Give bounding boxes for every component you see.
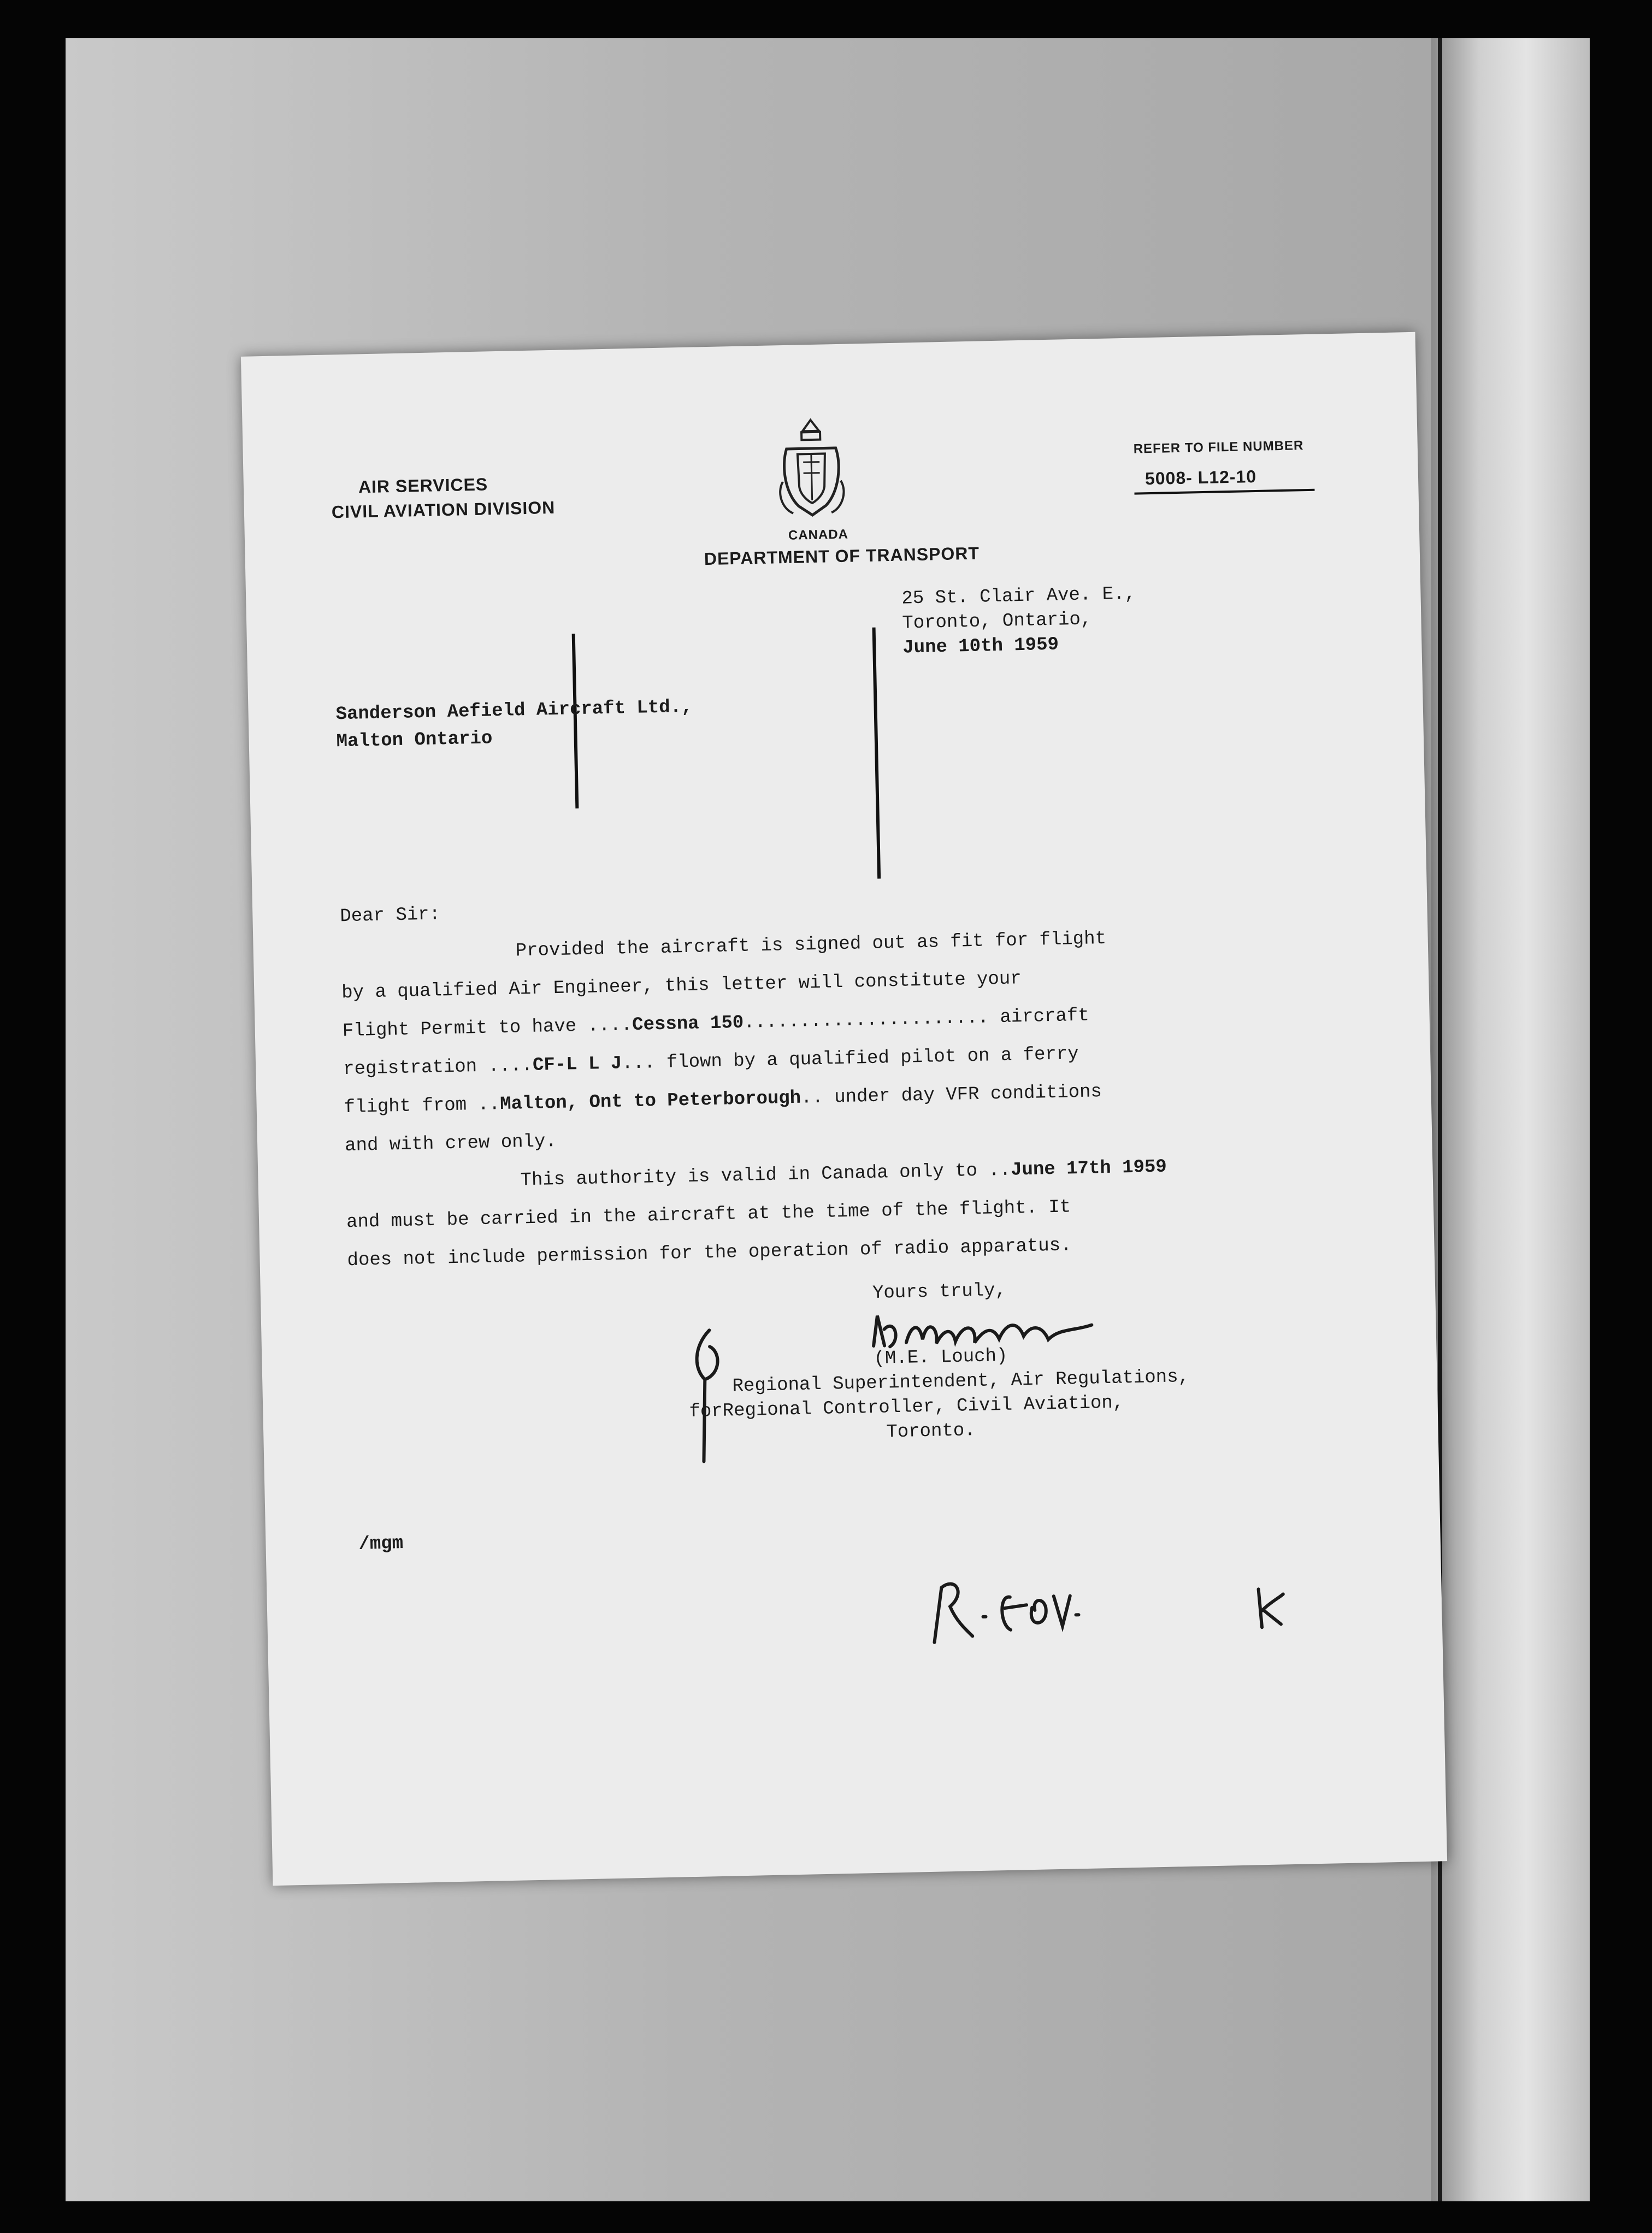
ferry-route: Malton, Ont to Peterborough — [499, 1088, 801, 1115]
file-number: 5008- L12-10 — [1144, 466, 1257, 489]
department-name: DEPARTMENT OF TRANSPORT — [704, 543, 980, 569]
body-line-2: by a qualified Air Engineer, this letter will constitute your — [341, 968, 1022, 1004]
body-line-5-suffix: under day VFR conditions — [834, 1082, 1102, 1108]
fill-dots: .. — [477, 1094, 500, 1116]
fill-dots: ... — [621, 1053, 656, 1074]
body-line-1: Provided the aircraft is signed out as fit for flight — [515, 928, 1107, 962]
branch-line-2: CIVIL AVIATION DIVISION — [331, 497, 556, 522]
body-line-7 — [520, 1157, 1167, 1191]
typist-initials: /mgm — [358, 1533, 404, 1555]
sender-address-line-2: Toronto, Ontario, — [902, 609, 1092, 634]
body-line-4-prefix: registration — [343, 1056, 477, 1080]
coat-of-arms-icon — [775, 415, 848, 523]
fill-dots: ...................... — [743, 1007, 989, 1033]
signatory-title-3: Toronto. — [886, 1420, 976, 1443]
fill-dots: .. — [988, 1160, 1011, 1182]
letter-page — [241, 332, 1447, 1886]
body-line-3-prefix: Flight Permit to have — [342, 1016, 577, 1042]
signatory-title-2 — [689, 1392, 1124, 1422]
body-line-7-prefix: This authority is valid in Canada only to — [520, 1160, 978, 1191]
signatory-title-2-text: Regional Controller, Civil Aviation, — [722, 1392, 1124, 1422]
body-line-5 — [344, 1082, 1102, 1118]
initial-mark — [671, 1324, 740, 1470]
aircraft-type: Cessna 150 — [632, 1012, 744, 1036]
vertical-mark-right — [872, 628, 881, 879]
body-line-8: and must be carried in the aircraft at the time of the flight. It — [346, 1197, 1071, 1233]
fill-dots: .. — [800, 1087, 824, 1109]
valid-until-date: June 17th 1959 — [1010, 1156, 1167, 1181]
body-line-4-suffix: flown by a qualified pilot on a ferry — [666, 1043, 1079, 1073]
signatory-title-1: Regional Superintendent, Air Regulations, — [732, 1366, 1190, 1397]
folder-edge — [1431, 38, 1590, 2201]
file-number-underline — [1134, 489, 1314, 495]
fill-dots: .... — [587, 1015, 633, 1037]
salutation: Dear Sir: — [340, 904, 441, 928]
file-number-label: REFER TO FILE NUMBER — [1133, 438, 1304, 457]
vertical-mark-left — [572, 634, 579, 808]
branch-line-1: AIR SERVICES — [358, 474, 488, 497]
fill-dots: .... — [488, 1055, 533, 1077]
letter-date: June 10th 1959 — [902, 634, 1059, 659]
handwritten-annotation — [922, 1563, 1088, 1651]
country-label: CANADA — [788, 527, 849, 543]
body-line-3-suffix: aircraft — [1000, 1005, 1090, 1028]
handwritten-mark — [1250, 1586, 1289, 1633]
recipient-line-2: Malton Ontario — [336, 728, 493, 753]
for-prefix: for — [689, 1401, 723, 1423]
body-line-9: does not include permission for the operation of radio apparatus. — [347, 1235, 1072, 1272]
body-line-3 — [342, 1006, 1089, 1042]
aircraft-registration: CF-L L J — [532, 1053, 622, 1076]
folder-edge-line — [1438, 38, 1442, 2201]
sender-address-line-1: 25 St. Clair Ave. E., — [901, 583, 1136, 610]
sign-off: Yours truly, — [872, 1280, 1007, 1304]
body-line-4 — [343, 1044, 1079, 1080]
body-line-6: and with crew only. — [344, 1131, 557, 1157]
signatory-name: (M.E. Louch) — [874, 1345, 1008, 1369]
body-line-5-prefix: flight from — [344, 1095, 467, 1119]
recipient-line-1: Sanderson Aefield Aircraft Ltd., — [335, 696, 693, 725]
